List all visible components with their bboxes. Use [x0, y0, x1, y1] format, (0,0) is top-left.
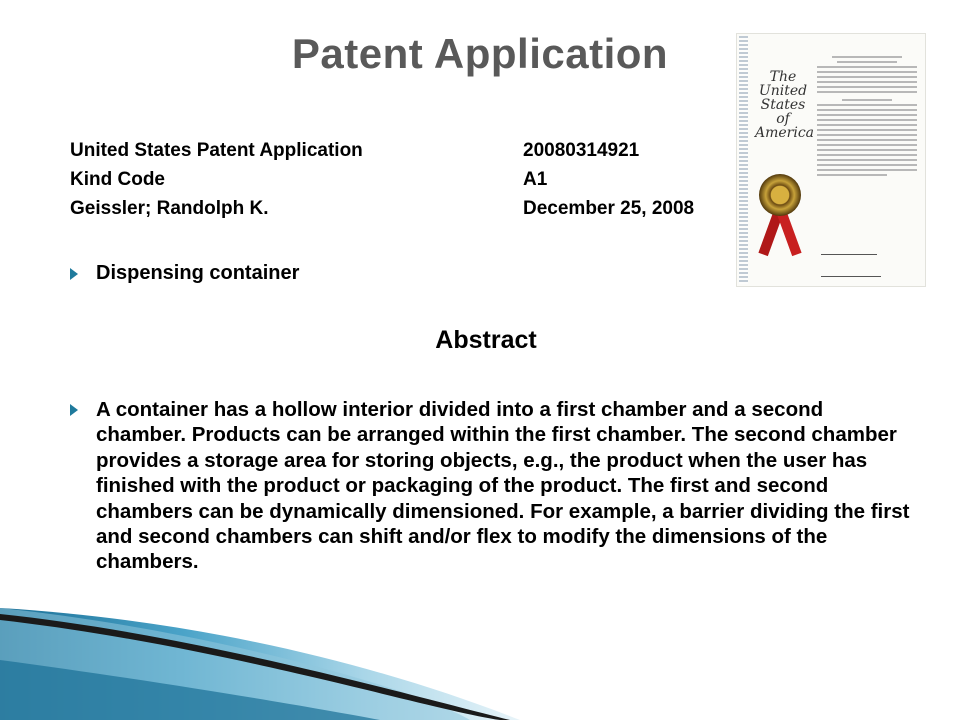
application-number: 20080314921	[523, 140, 640, 161]
patent-certificate-image	[736, 33, 926, 287]
certificate-text-lines	[817, 56, 917, 179]
meta-label: Kind Code	[70, 169, 165, 190]
bullet-arrow-icon	[70, 268, 78, 280]
invention-title-item	[70, 262, 299, 285]
inventor-name: Geissler; Randolph K.	[70, 198, 269, 219]
signature-icon	[821, 262, 881, 277]
bullet-arrow-icon	[70, 404, 78, 416]
invention-title: Dispensing container	[96, 262, 300, 284]
slide-title: Patent Application	[291, 30, 669, 77]
kind-code-value: A1	[523, 169, 548, 190]
decorative-wave	[0, 590, 960, 720]
abstract-text: A container has a hollow interior divided into a first chamber and a second chamber. Products can be arranged within the first chamber. The second chamber provides a storage area for storing objects, e.g., the product when the user has finished with the product or packaging of the product. The first and second chambers can be dynamically dimensioned. For example, a barrier dividing the first and second chambers can shift and/or flex to modify the dimensions of the chambers.	[96, 398, 910, 574]
abstract-heading: Abstract	[435, 326, 537, 354]
gold-seal-icon	[759, 174, 801, 216]
certificate-script: The United States of America	[755, 69, 815, 141]
signature-icon	[821, 240, 877, 255]
meta-label: United States Patent Application	[70, 140, 363, 161]
abstract-item	[70, 397, 910, 575]
publication-date: December 25, 2008	[523, 198, 695, 219]
